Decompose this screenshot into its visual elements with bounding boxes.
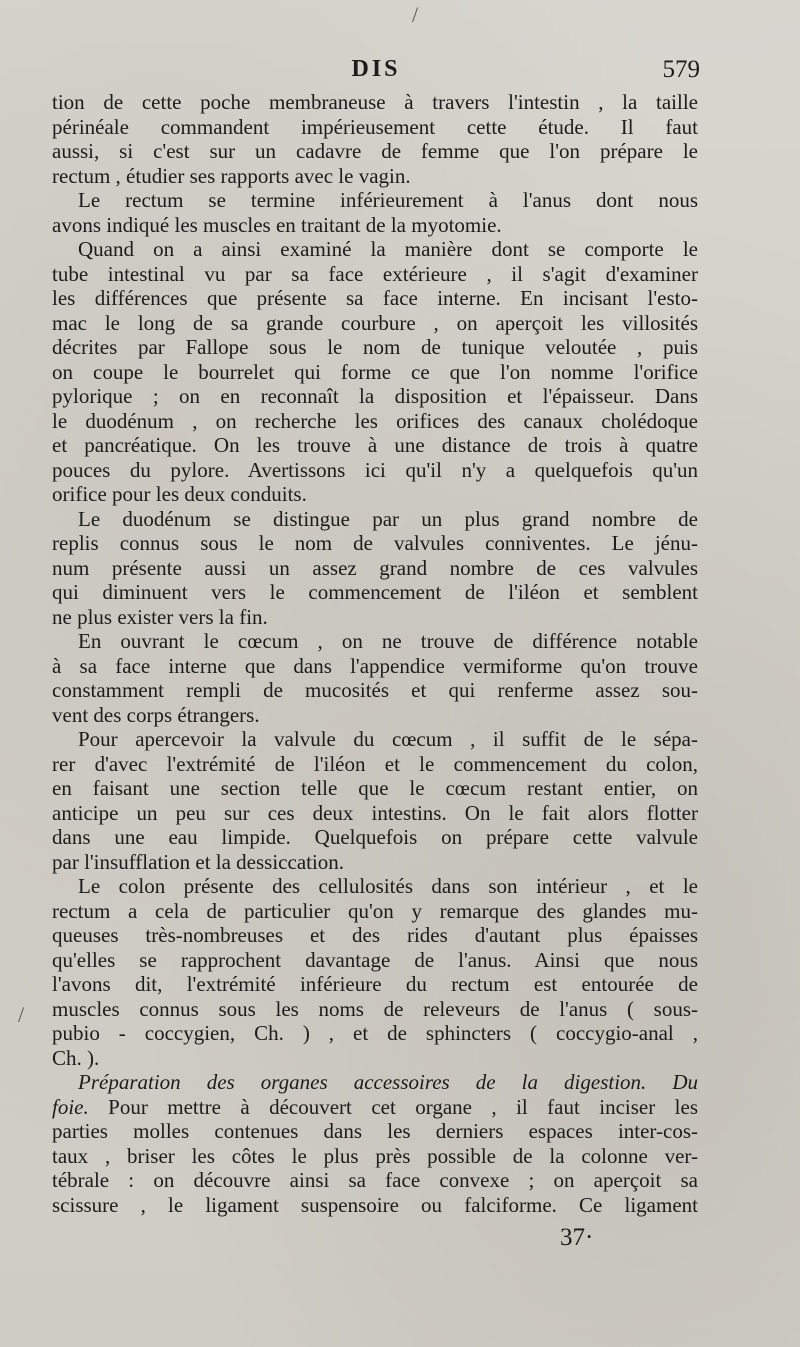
text-line: rectum a cela de particulier qu'on y remarque des glandes mu- [52, 898, 698, 923]
text-line: constamment rempli de mucosités et qui renferme assez sou- [52, 678, 698, 702]
text-line: scissure , le ligament suspensoire ou falciforme. Ce ligament [52, 1192, 698, 1217]
text-line: qui diminuent vers le commencement de l'iléon et semblent [52, 580, 698, 604]
text-line: queuses très-nombreuses et des rides d'autant plus épaisses [52, 923, 698, 947]
text-line [52, 1070, 698, 1095]
text-line: dans une eau limpide. Quelquefois on prépare cette valvule [52, 825, 698, 849]
text-line: parties molles contenues dans les derniers espaces inter-cos- [52, 1119, 698, 1143]
text-line: muscles connus sous les noms de releveurs de l'anus ( sous- [52, 996, 698, 1021]
text-line: en faisant une section telle que le cœcum restant entier, on [52, 776, 698, 800]
text-line: à sa face interne que dans l'appendice vermiforme qu'on trouve [52, 653, 698, 678]
text-line: par l'insufflation et la dessiccation. [52, 849, 345, 874]
text-line: tube intestinal vu par sa face extérieure , il s'agit d'examiner [52, 261, 698, 286]
text-line: anticipe un peu sur ces deux intestins. On le fait alors flotter [52, 800, 698, 825]
text-line: périnéale commandent impérieusement cette étude. Il faut [52, 114, 698, 139]
section-heading: foie. [52, 1094, 89, 1119]
text-line: avons indiqué les muscles en traitant de la myotomie. [52, 212, 502, 237]
section-heading: Préparation des organes accessoires de la digestion. Du [78, 1070, 698, 1094]
text-line: pylorique ; on en reconnaît la disposition et l'épaisseur. Dans [52, 384, 698, 408]
text-line: pouces du pylore. Avertissons ici qu'il n'y a quelquefois qu'un [52, 457, 698, 482]
text-line: rer d'avec l'extrémité de l'iléon et le commencement du colon, [52, 751, 698, 776]
text-line: l'avons dit, l'extrémité inférieure du rectum est entourée de [52, 972, 698, 996]
text-line: Le colon présente des cellulosités dans son intérieur , et le [78, 874, 698, 898]
text-line: Le rectum se termine inférieurement à l'anus dont nous [78, 188, 698, 212]
text-line: Le duodénum se distingue par un plus grand nombre de [78, 506, 698, 531]
text-line: et pancréatique. On les trouve à une distance de trois à quatre [52, 433, 698, 457]
signature-mark: 37· [560, 1224, 594, 1251]
text-line: tion de cette poche membraneuse à travers l'intestin , la taille [52, 90, 698, 114]
text-line: qu'elles se rapprochent davantage de l'anus. Ainsi que nous [52, 947, 698, 972]
page-header [52, 56, 700, 92]
text-line: replis connus sous le nom de valvules conniventes. Le jénu- [52, 531, 698, 555]
text-line: num présente aussi un assez grand nombre de ces valvules [52, 555, 698, 580]
text-line: décrites par Fallope sous le nom de tunique veloutée , puis [52, 335, 698, 359]
stray-ink-mark: / [412, 2, 419, 27]
text-line: les différences que présente sa face interne. En incisant l'esto- [52, 286, 698, 310]
text-line: ne plus exister vers la fin. [52, 604, 268, 629]
text-line: En ouvrant le cœcum , on ne trouve de différence notable [78, 629, 698, 653]
text-line: aussi, si c'est sur un cadavre de femme que l'on prépare le [52, 139, 698, 163]
running-head: DIS [351, 56, 401, 82]
text-line: taux , briser les côtes le plus près possible de la colonne ver- [52, 1143, 698, 1168]
text-line: tébrale : on découvre ainsi sa face convexe ; on aperçoit sa [52, 1168, 698, 1192]
text-line: rectum , étudier ses rapports avec le vagin. [52, 163, 411, 188]
text-line: orifice pour les deux conduits. [52, 482, 307, 506]
text-line: Ch. ). [52, 1045, 100, 1070]
text-line: foie. Pour mettre à découvert cet organe , il faut inciser les [52, 1094, 698, 1119]
text-line: le duodénum , on recherche les orifices des canaux cholédoque [52, 408, 698, 433]
text-line: mac le long de sa grande courbure , on aperçoit les villosités [52, 310, 698, 335]
body-text [52, 90, 698, 1217]
text-line: Pour apercevoir la valvule du cœcum , il suffit de le sépa- [78, 727, 698, 751]
page-number: 579 [662, 56, 700, 83]
text-line: vent des corps étrangers. [52, 702, 260, 727]
text-line: pubio - coccygien, Ch. ) , et de sphincters ( coccygio-anal , [52, 1021, 698, 1045]
stray-ink-mark: / [18, 1002, 25, 1027]
text-line: Quand on a ainsi examiné la manière dont se comporte le [78, 237, 698, 261]
text-line: on coupe le bourrelet qui forme ce que l'on nomme l'orifice [52, 359, 698, 384]
